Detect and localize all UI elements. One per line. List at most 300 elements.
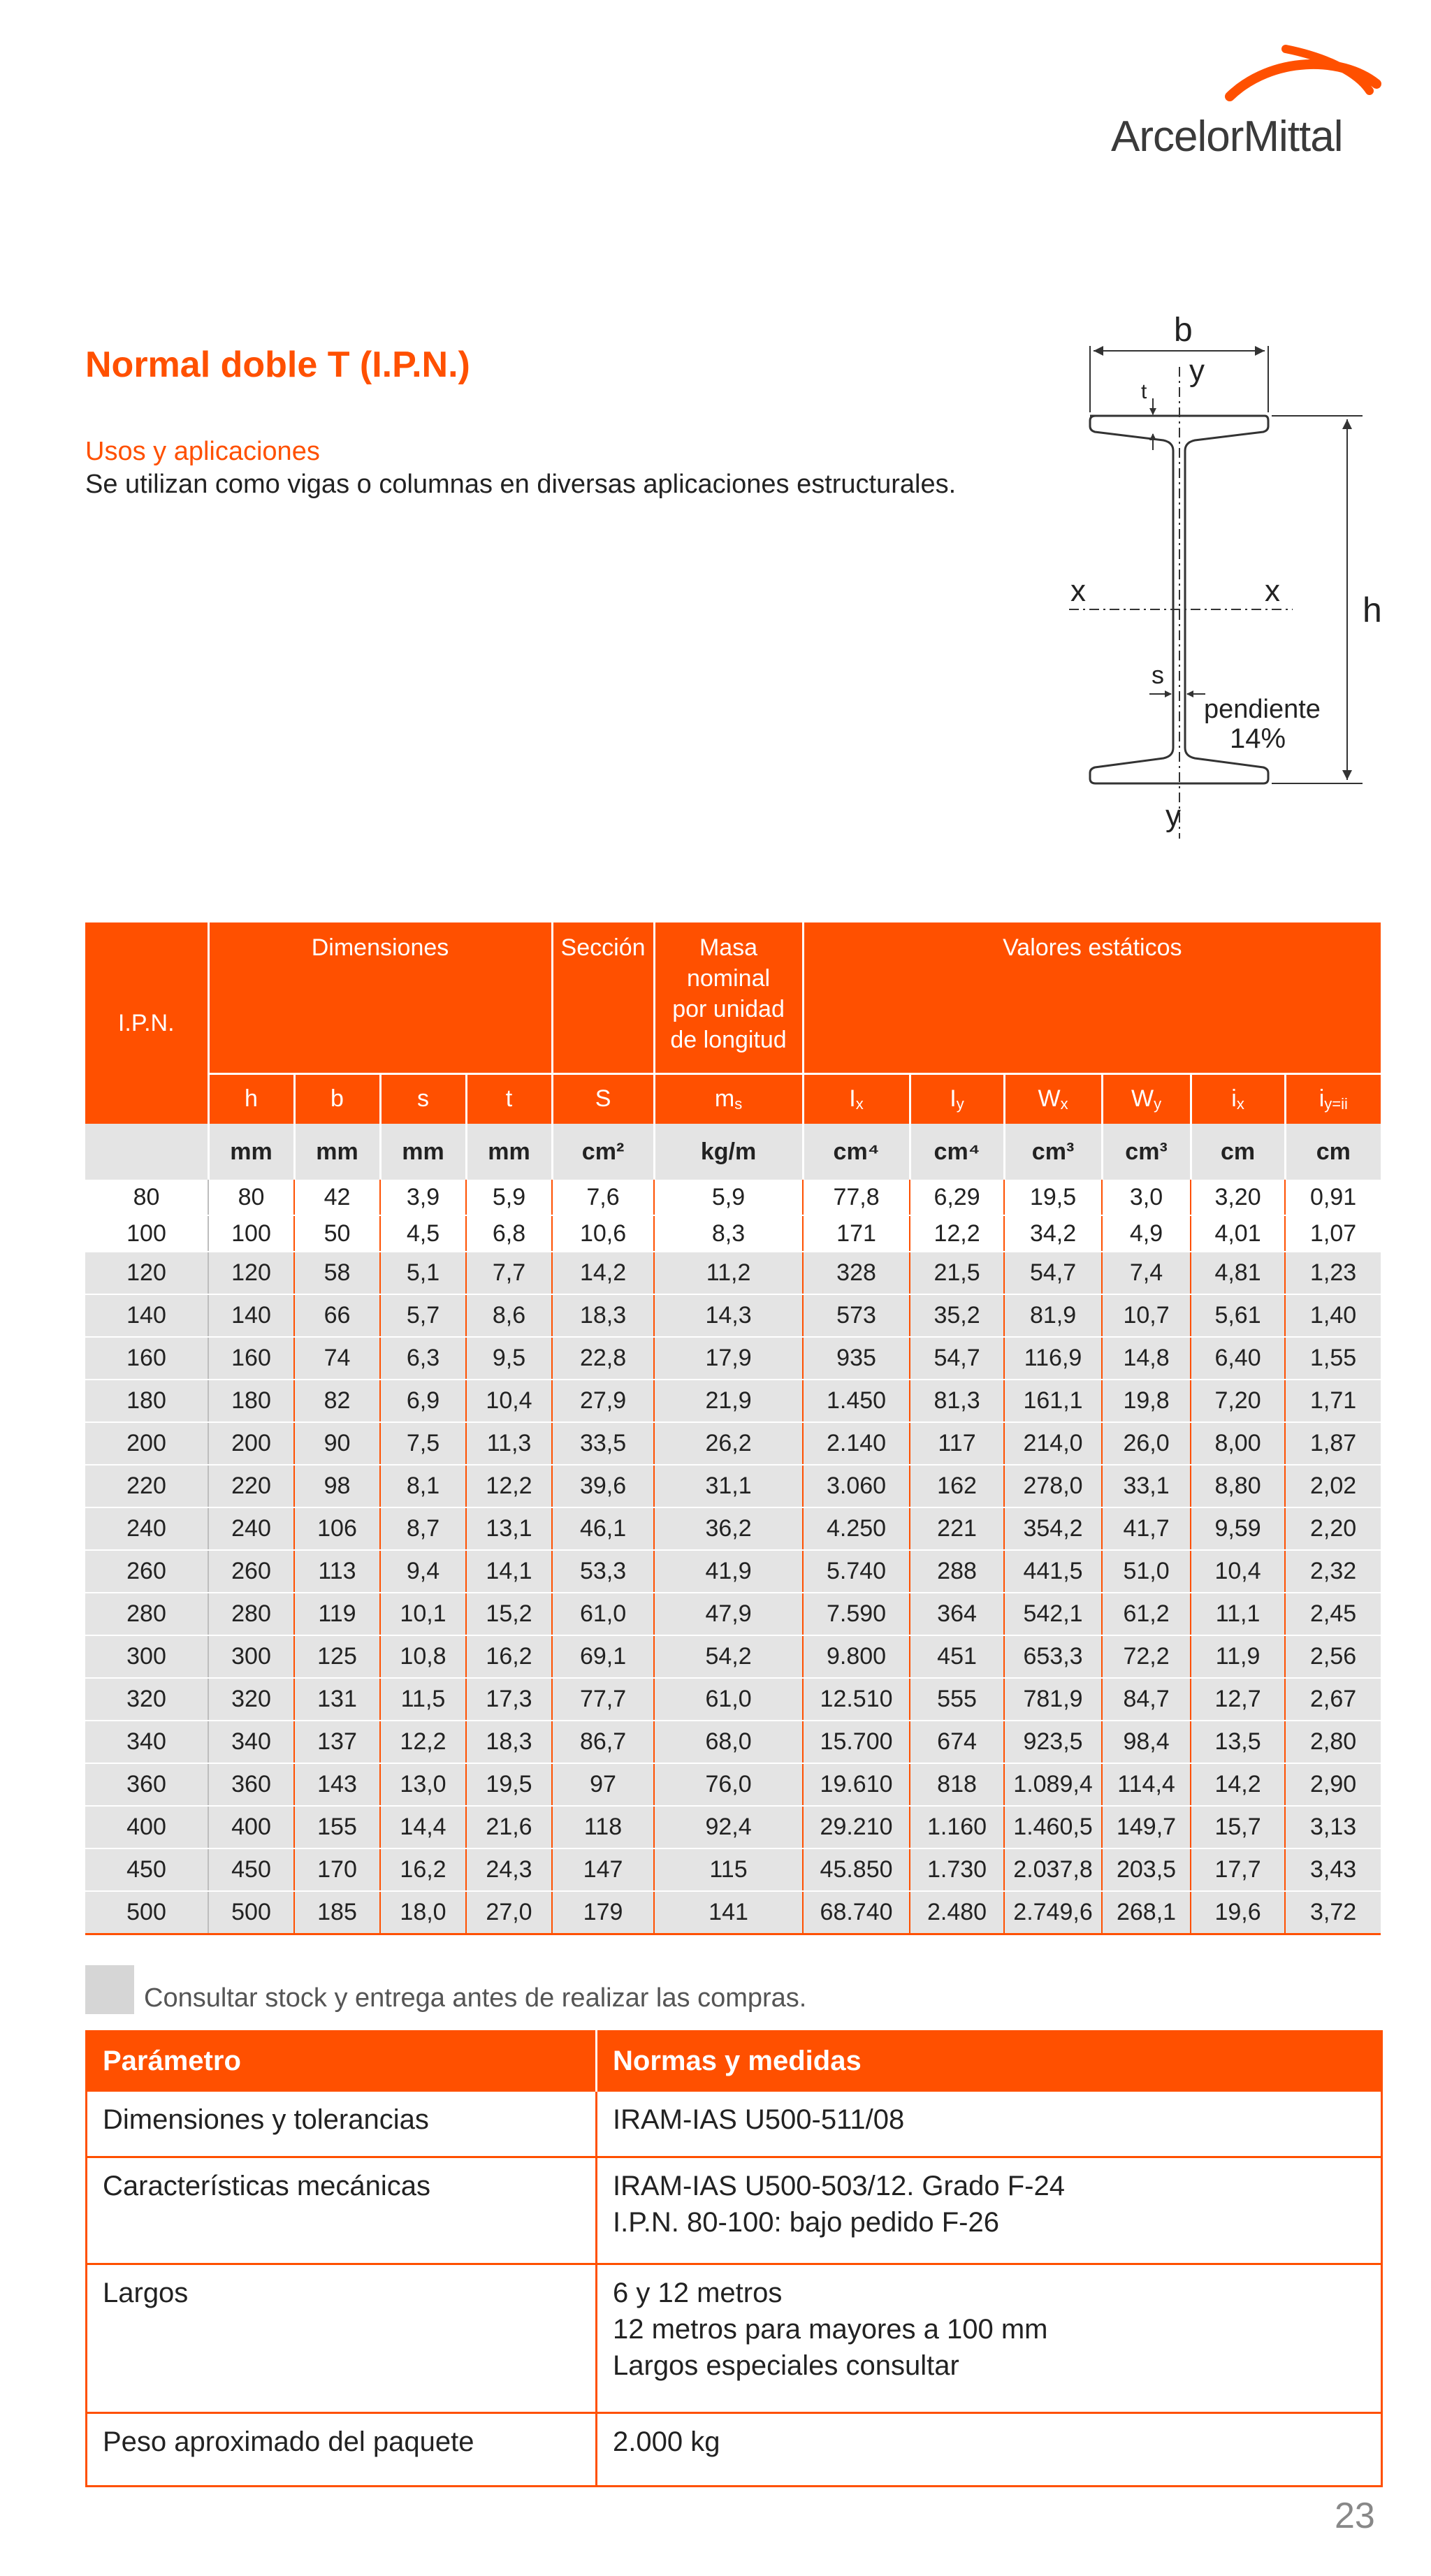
table-cell: 4,81 <box>1191 1252 1285 1294</box>
spec-table-body <box>87 2091 1382 2487</box>
table-cell: 10,1 <box>380 1593 466 1635</box>
unit-row <box>85 1124 1381 1180</box>
table-cell: 18,0 <box>380 1891 466 1934</box>
header-masa: Masa nominal por unidad de longitud <box>654 922 803 1073</box>
table-row <box>85 1422 1381 1465</box>
table-cell: 7,20 <box>1191 1380 1285 1422</box>
table-cell: 143 <box>294 1763 380 1806</box>
symbol-cell: $W_y$ <box>1102 1073 1191 1124</box>
ipn-profile-table <box>85 922 1381 1935</box>
table-cell: 17,9 <box>654 1337 803 1380</box>
table-cell: 114,4 <box>1102 1763 1191 1806</box>
symbol-cell: S <box>552 1073 654 1124</box>
table-cell: 180 <box>208 1380 294 1422</box>
unit-cell: kg/m <box>654 1124 803 1180</box>
table-cell: 19,5 <box>466 1763 552 1806</box>
table-cell: 137 <box>294 1721 380 1763</box>
ipn-size-cell: 240 <box>85 1507 208 1550</box>
table-cell: 9,5 <box>466 1337 552 1380</box>
table-cell: 118 <box>552 1806 654 1848</box>
ipn-size-cell: 500 <box>85 1891 208 1934</box>
table-cell: 2,90 <box>1285 1763 1381 1806</box>
table-cell: 3,13 <box>1285 1806 1381 1848</box>
spec-param-cell: Características mecánicas <box>87 2157 597 2264</box>
symbol-cell: $I_y$ <box>910 1073 1004 1124</box>
table-cell: 82 <box>294 1380 380 1422</box>
table-cell: 41,9 <box>654 1550 803 1593</box>
table-cell: 68.740 <box>803 1891 910 1934</box>
table-row <box>85 1337 1381 1380</box>
table-cell: 288 <box>910 1550 1004 1593</box>
table-cell: 5,1 <box>380 1252 466 1294</box>
table-cell: 41,7 <box>1102 1507 1191 1550</box>
table-row <box>85 1848 1381 1891</box>
logo-text: ArcelorMittal <box>1111 113 1343 161</box>
table-cell: 450 <box>208 1848 294 1891</box>
ipn-size-cell: 300 <box>85 1635 208 1678</box>
table-cell: 4,9 <box>1102 1215 1191 1252</box>
table-cell: 45.850 <box>803 1848 910 1891</box>
table-cell: 53,3 <box>552 1550 654 1593</box>
table-cell: 27,0 <box>466 1891 552 1934</box>
ipn-cross-section-diagram <box>1055 301 1390 846</box>
table-cell: 33,1 <box>1102 1465 1191 1507</box>
unit-cell: cm⁴ <box>910 1124 1004 1180</box>
table-cell: 7,7 <box>466 1252 552 1294</box>
table-cell: 3,72 <box>1285 1891 1381 1934</box>
table-cell: 17,3 <box>466 1678 552 1721</box>
table-cell: 161,1 <box>1004 1380 1102 1422</box>
table-cell: 47,9 <box>654 1593 803 1635</box>
ipn-size-cell: 80 <box>85 1180 208 1215</box>
label-b: b <box>1174 312 1193 349</box>
symbol-cell: $m_s$ <box>654 1073 803 1124</box>
spec-value-line: IRAM-IAS U500-511/08 <box>613 2104 905 2135</box>
table-cell: 8,3 <box>654 1215 803 1252</box>
table-cell: 21,6 <box>466 1806 552 1848</box>
table-cell: 200 <box>208 1422 294 1465</box>
table-cell: 29.210 <box>803 1806 910 1848</box>
table-cell: 119 <box>294 1593 380 1635</box>
table-cell: 12,2 <box>466 1465 552 1507</box>
table-cell: 19.610 <box>803 1763 910 1806</box>
table-cell: 84,7 <box>1102 1678 1191 1721</box>
table-cell: 7,5 <box>380 1422 466 1465</box>
ipn-size-cell: 180 <box>85 1380 208 1422</box>
spec-row <box>87 2264 1382 2413</box>
page-title: Normal doble T (I.P.N.) <box>85 345 470 385</box>
spec-table <box>85 2030 1383 2487</box>
table-cell: 5,7 <box>380 1294 466 1337</box>
table-cell: 18,3 <box>552 1294 654 1337</box>
table-cell: 1,87 <box>1285 1422 1381 1465</box>
table-row <box>85 1380 1381 1422</box>
table-cell: 1.450 <box>803 1380 910 1422</box>
table-cell: 14,4 <box>380 1806 466 1848</box>
table-cell: 17,7 <box>1191 1848 1285 1891</box>
symbol-cell: h <box>208 1073 294 1124</box>
label-slope-value: 14% <box>1230 723 1286 754</box>
note-swatch <box>85 1965 134 2014</box>
table-cell: 97 <box>552 1763 654 1806</box>
table-cell: 4,01 <box>1191 1215 1285 1252</box>
table-cell: 13,1 <box>466 1507 552 1550</box>
table-row <box>85 1294 1381 1337</box>
table-cell: 51,0 <box>1102 1550 1191 1593</box>
unit-cell: cm⁴ <box>803 1124 910 1180</box>
table-cell: 46,1 <box>552 1507 654 1550</box>
ipn-size-cell: 100 <box>85 1215 208 1252</box>
table-cell: 12.510 <box>803 1678 910 1721</box>
table-cell: 6,29 <box>910 1180 1004 1215</box>
ipn-size-cell: 160 <box>85 1337 208 1380</box>
table-cell: 221 <box>910 1507 1004 1550</box>
table-cell: 2,45 <box>1285 1593 1381 1635</box>
table-cell: 214,0 <box>1004 1422 1102 1465</box>
table-cell: 16,2 <box>466 1635 552 1678</box>
label-y-bottom: y <box>1165 799 1181 833</box>
table-cell: 26,0 <box>1102 1422 1191 1465</box>
table-cell: 77,8 <box>803 1180 910 1215</box>
table-cell: 9,4 <box>380 1550 466 1593</box>
table-cell: 781,9 <box>1004 1678 1102 1721</box>
ipn-size-cell: 450 <box>85 1848 208 1891</box>
table-cell: 441,5 <box>1004 1550 1102 1593</box>
table-cell: 116,9 <box>1004 1337 1102 1380</box>
table-cell: 27,9 <box>552 1380 654 1422</box>
table-cell: 14,2 <box>552 1252 654 1294</box>
symbol-cell: b <box>294 1073 380 1124</box>
table-cell: 19,8 <box>1102 1380 1191 1422</box>
table-cell: 8,80 <box>1191 1465 1285 1507</box>
table-cell: 58 <box>294 1252 380 1294</box>
table-cell: 90 <box>294 1422 380 1465</box>
table-cell: 674 <box>910 1721 1004 1763</box>
table-cell: 15,2 <box>466 1593 552 1635</box>
ipn-size-cell: 200 <box>85 1422 208 1465</box>
table-cell: 98 <box>294 1465 380 1507</box>
table-cell: 3,9 <box>380 1180 466 1215</box>
table-cell: 8,6 <box>466 1294 552 1337</box>
table-cell: 8,7 <box>380 1507 466 1550</box>
ipn-size-cell: 360 <box>85 1763 208 1806</box>
table-cell: 3,0 <box>1102 1180 1191 1215</box>
unit-cell: mm <box>294 1124 380 1180</box>
table-cell: 1.089,4 <box>1004 1763 1102 1806</box>
table-cell: 42 <box>294 1180 380 1215</box>
symbol-row <box>85 1073 1381 1124</box>
table-row <box>85 1721 1381 1763</box>
unit-cell: cm <box>1285 1124 1381 1180</box>
table-cell: 9.800 <box>803 1635 910 1678</box>
symbol-cell: $I_x$ <box>803 1073 910 1124</box>
table-cell: 320 <box>208 1678 294 1721</box>
spec-value-cell <box>597 2157 1382 2264</box>
table-cell: 220 <box>208 1465 294 1507</box>
unit-cell: mm <box>208 1124 294 1180</box>
logo-swoosh-icon <box>1090 42 1383 119</box>
label-t: t <box>1141 380 1147 403</box>
table-cell: 54,7 <box>1004 1252 1102 1294</box>
table-cell: 1,07 <box>1285 1215 1381 1252</box>
label-y-top: y <box>1189 354 1205 388</box>
table-cell: 179 <box>552 1891 654 1934</box>
table-cell: 7,6 <box>552 1180 654 1215</box>
table-cell: 11,3 <box>466 1422 552 1465</box>
table-row <box>85 1215 1381 1252</box>
table-cell: 500 <box>208 1891 294 1934</box>
table-cell: 8,00 <box>1191 1422 1285 1465</box>
table-row <box>85 1635 1381 1678</box>
profile-table-body <box>85 1180 1381 1934</box>
table-cell: 61,0 <box>552 1593 654 1635</box>
table-cell: 12,2 <box>380 1721 466 1763</box>
table-cell: 26,2 <box>654 1422 803 1465</box>
spec-value-cell <box>597 2413 1382 2487</box>
table-cell: 147 <box>552 1848 654 1891</box>
table-cell: 3,20 <box>1191 1180 1285 1215</box>
table-cell: 7.590 <box>803 1593 910 1635</box>
unit-cell: cm³ <box>1102 1124 1191 1180</box>
label-pendiente: pendiente <box>1204 695 1321 724</box>
table-cell: 364 <box>910 1593 1004 1635</box>
table-cell: 260 <box>208 1550 294 1593</box>
label-x-left: x <box>1070 574 1086 608</box>
table-cell: 2.037,8 <box>1004 1848 1102 1891</box>
table-cell: 3,43 <box>1285 1848 1381 1891</box>
note-text: Consultar stock y entrega antes de realizar las compras. <box>144 1983 807 2013</box>
symbol-cell: $i_{y=ii}$ <box>1285 1073 1381 1124</box>
table-cell: 5,9 <box>466 1180 552 1215</box>
table-cell: 125 <box>294 1635 380 1678</box>
table-cell: 2.749,6 <box>1004 1891 1102 1934</box>
table-cell: 653,3 <box>1004 1635 1102 1678</box>
table-row <box>85 1252 1381 1294</box>
table-cell: 98,4 <box>1102 1721 1191 1763</box>
table-cell: 8,1 <box>380 1465 466 1507</box>
spec-row <box>87 2091 1382 2157</box>
ipn-size-cell: 220 <box>85 1465 208 1507</box>
table-cell: 328 <box>803 1252 910 1294</box>
table-cell: 573 <box>803 1294 910 1337</box>
table-cell: 0,91 <box>1285 1180 1381 1215</box>
table-cell: 11,1 <box>1191 1593 1285 1635</box>
table-cell: 141 <box>654 1891 803 1934</box>
table-cell: 935 <box>803 1337 910 1380</box>
table-cell: 923,5 <box>1004 1721 1102 1763</box>
table-cell: 10,6 <box>552 1215 654 1252</box>
table-cell: 451 <box>910 1635 1004 1678</box>
ipn-size-cell: 120 <box>85 1252 208 1294</box>
table-cell: 7,4 <box>1102 1252 1191 1294</box>
table-cell: 74 <box>294 1337 380 1380</box>
table-cell: 106 <box>294 1507 380 1550</box>
table-cell: 10,4 <box>466 1380 552 1422</box>
table-cell: 14,1 <box>466 1550 552 1593</box>
spec-value-line: 6 y 12 metros <box>613 2278 783 2308</box>
table-cell: 10,7 <box>1102 1294 1191 1337</box>
table-cell: 76,0 <box>654 1763 803 1806</box>
spec-header-parametro: Parámetro <box>87 2032 597 2091</box>
table-cell: 4,5 <box>380 1215 466 1252</box>
table-cell: 2.140 <box>803 1422 910 1465</box>
symbol-cell: $i_x$ <box>1191 1073 1285 1124</box>
table-cell: 400 <box>208 1806 294 1848</box>
table-cell: 11,5 <box>380 1678 466 1721</box>
table-cell: 340 <box>208 1721 294 1763</box>
table-cell: 68,0 <box>654 1721 803 1763</box>
unit-cell: mm <box>380 1124 466 1180</box>
table-cell: 16,2 <box>380 1848 466 1891</box>
table-cell: 11,9 <box>1191 1635 1285 1678</box>
table-cell: 354,2 <box>1004 1507 1102 1550</box>
table-cell: 280 <box>208 1593 294 1635</box>
table-cell: 66 <box>294 1294 380 1337</box>
table-cell: 100 <box>208 1215 294 1252</box>
symbol-cell: t <box>466 1073 552 1124</box>
ipn-size-cell: 260 <box>85 1550 208 1593</box>
spec-row <box>87 2157 1382 2264</box>
table-cell: 268,1 <box>1102 1891 1191 1934</box>
ipn-size-cell: 340 <box>85 1721 208 1763</box>
table-cell: 61,0 <box>654 1678 803 1721</box>
table-cell: 39,6 <box>552 1465 654 1507</box>
table-cell: 171 <box>803 1215 910 1252</box>
arcelormittal-logo <box>1090 42 1383 161</box>
header-dimensiones: Dimensiones <box>208 922 552 1073</box>
table-cell: 300 <box>208 1635 294 1678</box>
table-cell: 81,9 <box>1004 1294 1102 1337</box>
spec-value-line: Largos especiales consultar <box>613 2350 959 2381</box>
table-cell: 21,5 <box>910 1252 1004 1294</box>
table-cell: 54,7 <box>910 1337 1004 1380</box>
table-cell: 5,9 <box>654 1180 803 1215</box>
usos-heading: Usos y aplicaciones <box>85 437 320 466</box>
table-cell: 140 <box>208 1294 294 1337</box>
table-cell: 15.700 <box>803 1721 910 1763</box>
table-cell: 117 <box>910 1422 1004 1465</box>
header-ipn: I.P.N. <box>85 922 208 1124</box>
table-row <box>85 1678 1381 1721</box>
table-cell: 555 <box>910 1678 1004 1721</box>
table-cell: 5.740 <box>803 1550 910 1593</box>
spec-param-cell: Peso aproximado del paquete <box>87 2413 597 2487</box>
ipn-size-cell: 400 <box>85 1806 208 1848</box>
table-cell: 34,2 <box>1004 1215 1102 1252</box>
table-cell: 12,2 <box>910 1215 1004 1252</box>
table-cell: 61,2 <box>1102 1593 1191 1635</box>
table-cell: 14,8 <box>1102 1337 1191 1380</box>
table-cell: 2.480 <box>910 1891 1004 1934</box>
table-cell: 36,2 <box>654 1507 803 1550</box>
table-cell: 1,71 <box>1285 1380 1381 1422</box>
table-cell: 155 <box>294 1806 380 1848</box>
table-cell: 81,3 <box>910 1380 1004 1422</box>
spec-value-line: 2.000 kg <box>613 2426 720 2457</box>
table-cell: 19,6 <box>1191 1891 1285 1934</box>
header-seccion: Sección <box>552 922 654 1073</box>
table-cell: 50 <box>294 1215 380 1252</box>
table-cell: 22,8 <box>552 1337 654 1380</box>
table-row <box>85 1763 1381 1806</box>
table-cell: 13,5 <box>1191 1721 1285 1763</box>
page-number: 23 <box>1335 2496 1375 2536</box>
spec-row <box>87 2413 1382 2487</box>
unit-cell: cm <box>1191 1124 1285 1180</box>
table-cell: 2,20 <box>1285 1507 1381 1550</box>
table-row <box>85 1593 1381 1635</box>
table-cell: 6,9 <box>380 1380 466 1422</box>
spec-value-cell <box>597 2264 1382 2413</box>
table-cell: 31,1 <box>654 1465 803 1507</box>
table-cell: 170 <box>294 1848 380 1891</box>
table-cell: 6,40 <box>1191 1337 1285 1380</box>
table-cell: 18,3 <box>466 1721 552 1763</box>
table-cell: 120 <box>208 1252 294 1294</box>
table-cell: 1.160 <box>910 1806 1004 1848</box>
table-cell: 149,7 <box>1102 1806 1191 1848</box>
table-cell: 9,59 <box>1191 1507 1285 1550</box>
unit-cell: cm³ <box>1004 1124 1102 1180</box>
header-valores-estaticos: Valores estáticos <box>803 922 1381 1073</box>
table-cell: 160 <box>208 1337 294 1380</box>
table-cell: 278,0 <box>1004 1465 1102 1507</box>
table-cell: 5,61 <box>1191 1294 1285 1337</box>
table-cell: 80 <box>208 1180 294 1215</box>
table-cell: 35,2 <box>910 1294 1004 1337</box>
table-cell: 3.060 <box>803 1465 910 1507</box>
unit-cell: mm <box>466 1124 552 1180</box>
spec-param-cell: Dimensiones y tolerancias <box>87 2091 597 2157</box>
table-cell: 24,3 <box>466 1848 552 1891</box>
label-s: s <box>1152 660 1164 689</box>
symbol-cell: s <box>380 1073 466 1124</box>
table-cell: 6,3 <box>380 1337 466 1380</box>
spec-value-line: I.P.N. 80-100: bajo pedido F-26 <box>613 2207 999 2238</box>
table-cell: 1,40 <box>1285 1294 1381 1337</box>
table-cell: 360 <box>208 1763 294 1806</box>
table-cell: 2,80 <box>1285 1721 1381 1763</box>
table-cell: 14,3 <box>654 1294 803 1337</box>
table-row <box>85 1180 1381 1215</box>
table-cell: 11,2 <box>654 1252 803 1294</box>
table-cell: 10,4 <box>1191 1550 1285 1593</box>
table-cell: 19,5 <box>1004 1180 1102 1215</box>
table-cell: 1.460,5 <box>1004 1806 1102 1848</box>
table-row <box>85 1550 1381 1593</box>
table-cell: 4.250 <box>803 1507 910 1550</box>
table-cell: 6,8 <box>466 1215 552 1252</box>
table-cell: 203,5 <box>1102 1848 1191 1891</box>
usos-description: Se utilizan como vigas o columnas en diversas aplicaciones estructurales. <box>85 470 957 499</box>
table-cell: 13,0 <box>380 1763 466 1806</box>
table-cell: 2,02 <box>1285 1465 1381 1507</box>
spec-value-line: IRAM-IAS U500-503/12. Grado F-24 <box>613 2171 1065 2201</box>
spec-value-line: 12 metros para mayores a 100 mm <box>613 2314 1048 2345</box>
table-cell: 21,9 <box>654 1380 803 1422</box>
table-cell: 1,55 <box>1285 1337 1381 1380</box>
table-cell: 86,7 <box>552 1721 654 1763</box>
table-row <box>85 1465 1381 1507</box>
table-cell: 77,7 <box>552 1678 654 1721</box>
table-cell: 2,32 <box>1285 1550 1381 1593</box>
spec-value-cell <box>597 2091 1382 2157</box>
table-cell: 72,2 <box>1102 1635 1191 1678</box>
table-row <box>85 1806 1381 1848</box>
table-cell: 54,2 <box>654 1635 803 1678</box>
table-cell: 115 <box>654 1848 803 1891</box>
table-row <box>85 1507 1381 1550</box>
